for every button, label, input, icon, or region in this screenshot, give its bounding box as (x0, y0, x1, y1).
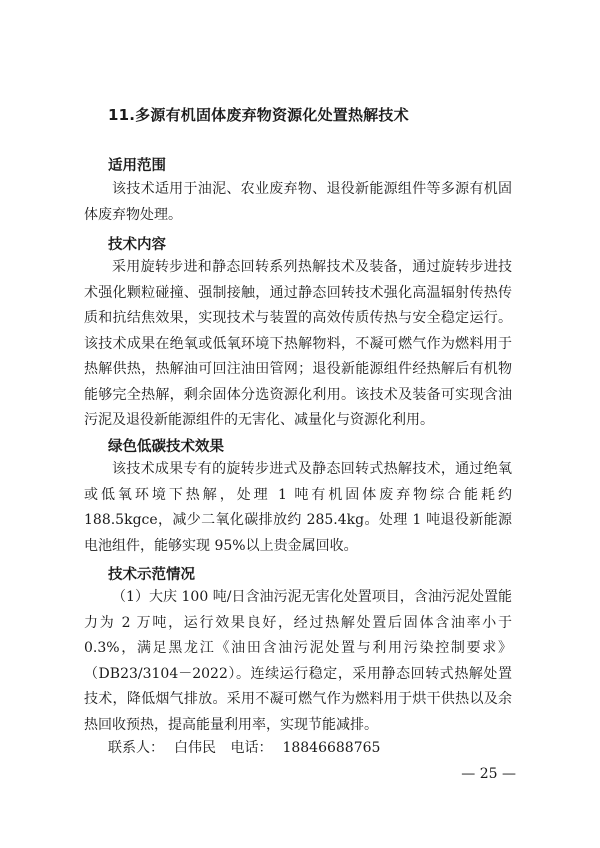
contact-person-label: 联系人： (108, 740, 164, 756)
paragraph-demo: （1）大庆 100 吨/日含油污泥无害化处置项目，含油污泥处置能力为 2 万吨，运行效果良好，经过热解处置后固体含油率小于 0.3%，满足黑龙江《油田含油污泥处置与利用污染控制要求》（DB23/3104－2022）。连续运行稳定，采用静态回转式热解处置技术，降低烟气排放。采用不凝可燃气作为燃料用于烘干供热以及余热回收预热，提高能量利用率，实现节能减排。 (84, 589, 512, 733)
page-title: 11.多源有机固体废弃物资源化处置热解技术 (108, 106, 409, 124)
heading-green-effect: 绿色低碳技术效果 (108, 439, 224, 455)
paragraph-tech-content: 采用旋转步进和静态回转系列热解技术及装备，通过旋转步进技术强化颗粒碰撞、强制接触，通过静态回转技术强化高温辐射传热传质和抗结焦效果，实现技术与装置的高效传质传热与安全稳定运行。该技术成果在绝氧或低氧环境下热解物料，不凝可燃气作为燃料用于热解供热，热解油可回注油田管网；退役新能源组件经热解后有机物能够完全热解，剩余固体分选资源化利用。该技术及装备可实现含油污泥及退役新能源组件的无害化、减量化与资源化利用。 (84, 259, 512, 428)
paragraph-scope: 该技术适用于油泥、农业废弃物、退役新能源组件等多源有机固体废弃物处理。 (84, 181, 512, 223)
page-number: — 25 — (461, 766, 516, 782)
contact-person: 白伟民 (174, 740, 216, 756)
heading-tech-content: 技术内容 (108, 237, 166, 253)
paragraph-green-effect: 该技术成果专有的旋转步进式及静态回转式热解技术，通过绝氧或低氧环境下热解，处理 1 吨有机固体废弃物综合能耗约 188.5kgce，减少二氧化碳排放约 285.4kg。处理 1 吨退役新能源电池组件，能够实现 95%以上贵金属回收。 (84, 461, 512, 554)
heading-scope: 适用范围 (108, 158, 166, 174)
contact-phone: 18846688765 (282, 740, 381, 756)
contact-line (108, 737, 390, 757)
heading-demo: 技术示范情况 (108, 567, 195, 583)
contact-phone-label: 电话： (230, 740, 273, 756)
